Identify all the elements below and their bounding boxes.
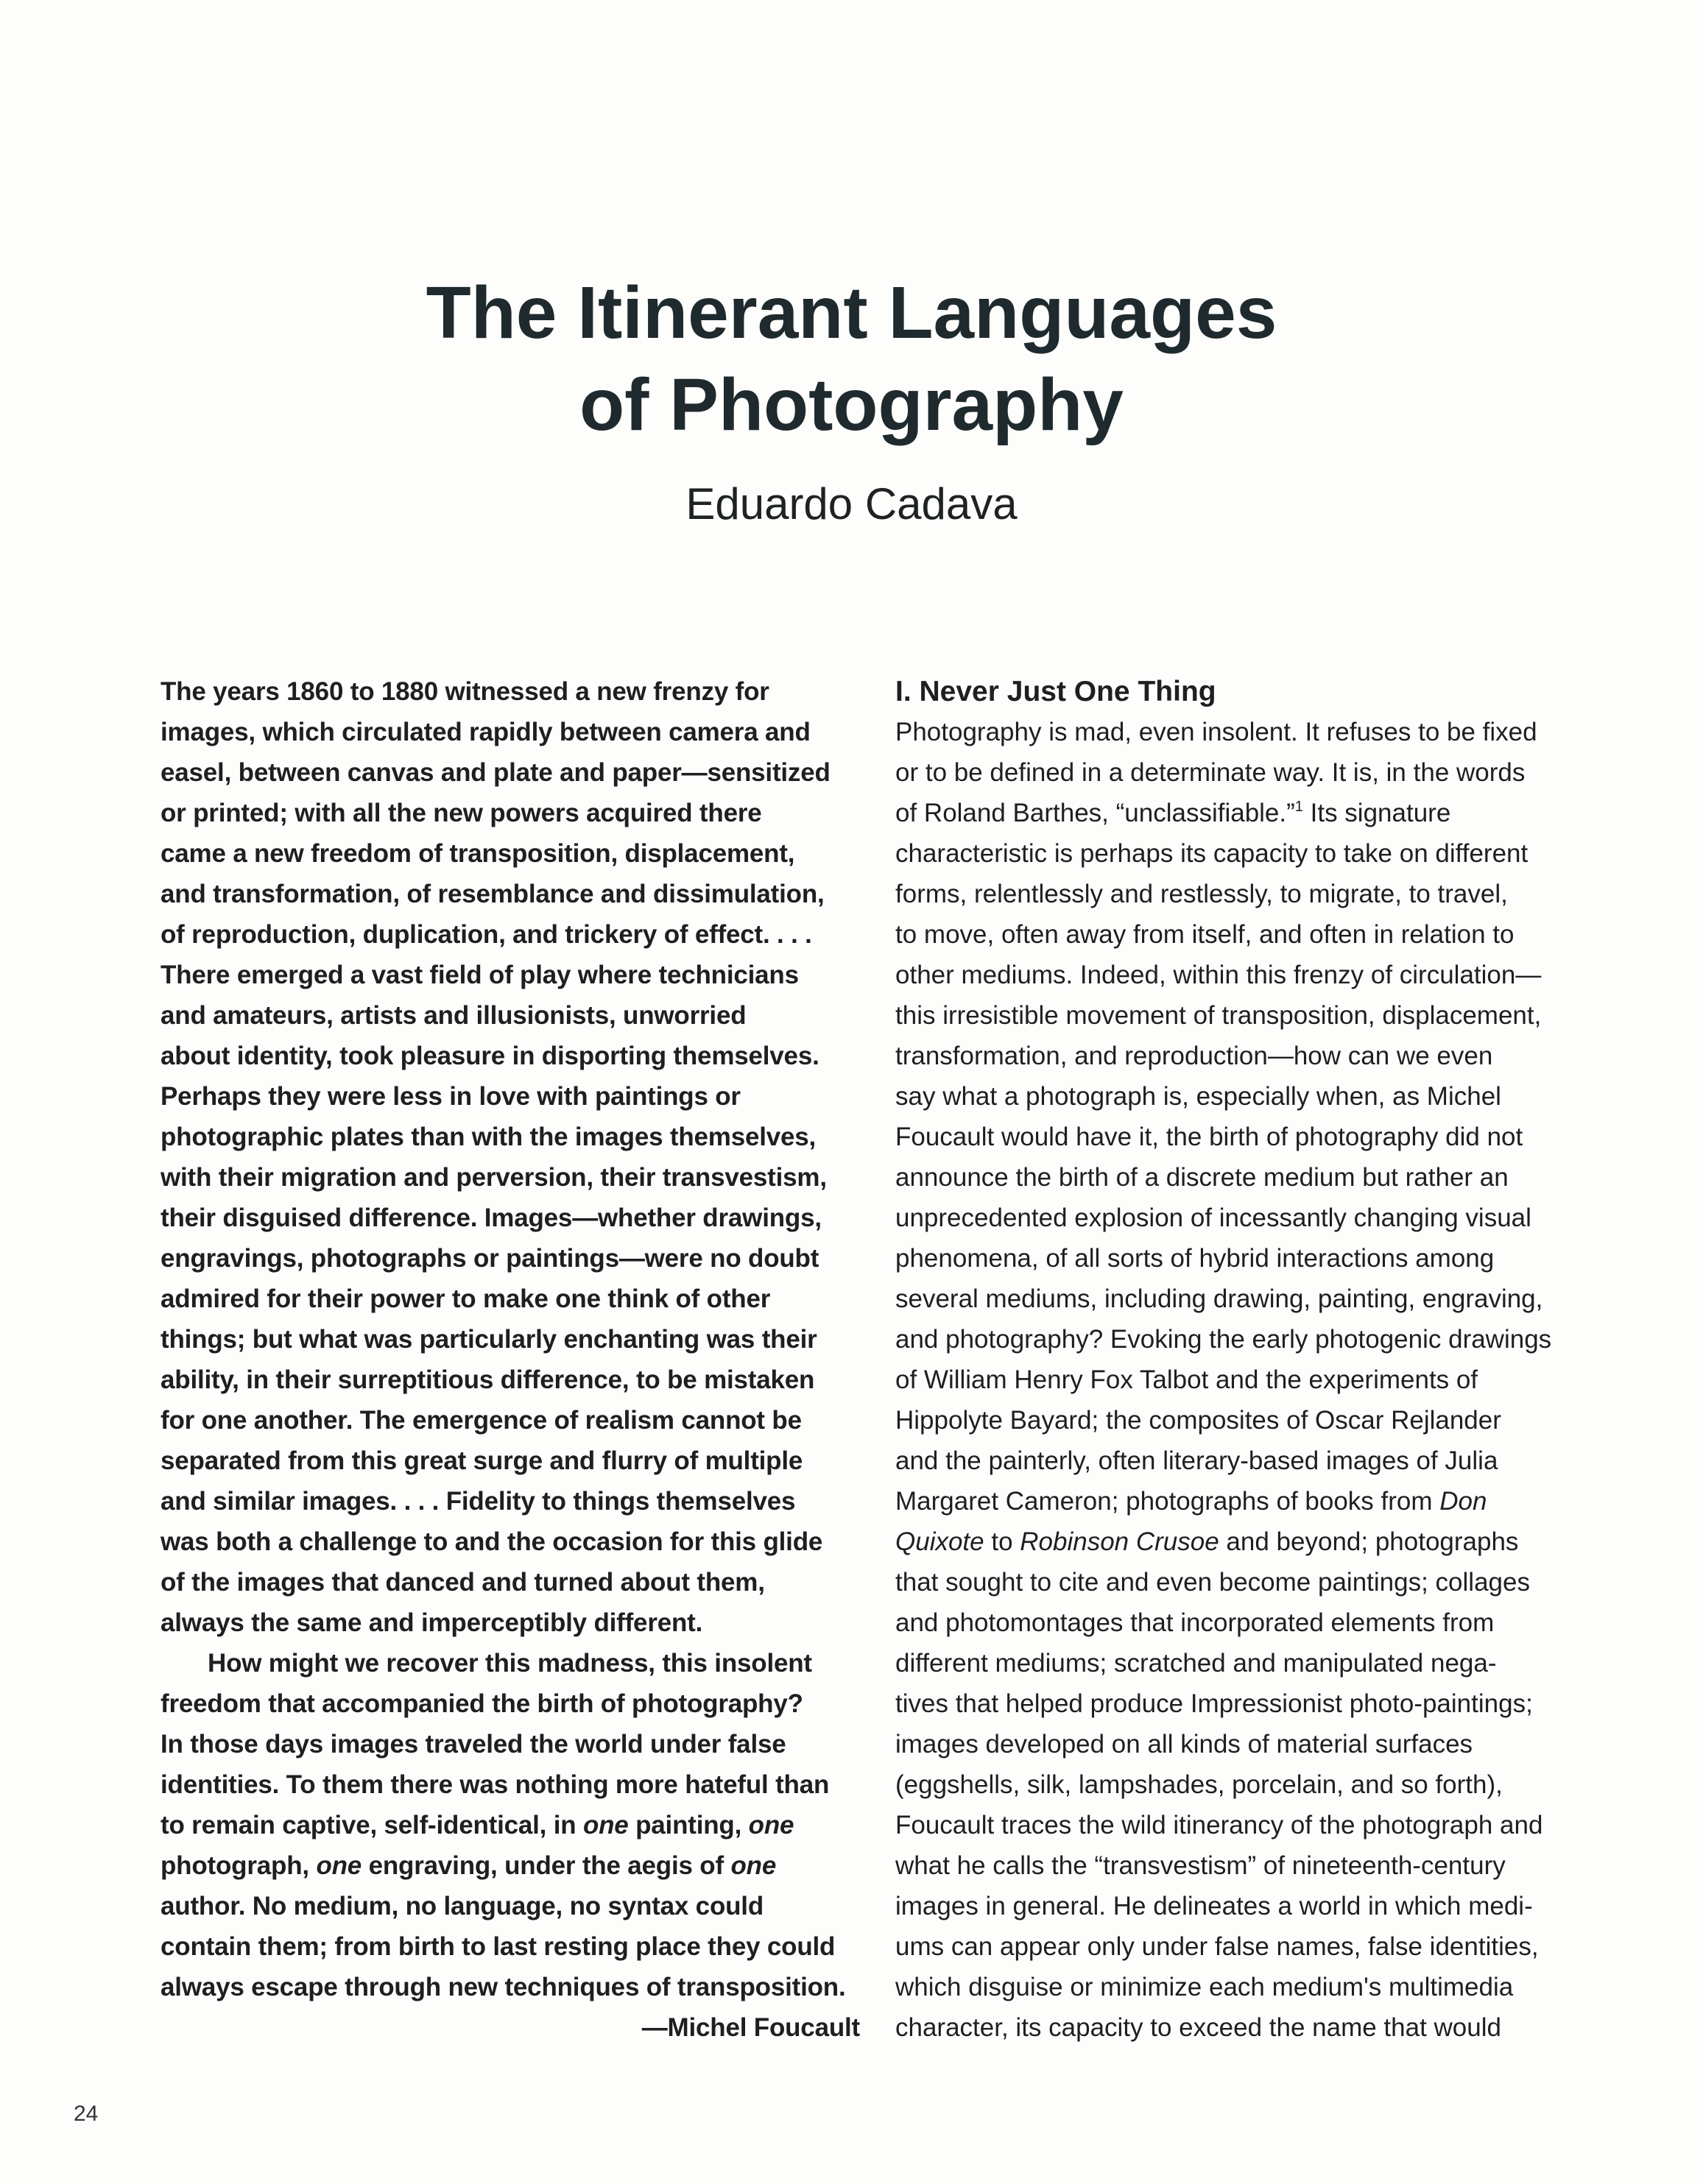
article-title-line-2: of Photography <box>579 364 1124 446</box>
text-line: and amateurs, artists and illusionists, unworried <box>161 1001 747 1030</box>
text-line: say what a photograph is, especially when, as Michel <box>895 1082 1501 1111</box>
text-line: things; but what was particularly enchanting was their <box>161 1325 817 1354</box>
text-line: for one another. The emergence of realism cannot be <box>161 1406 802 1435</box>
text-line: engravings, photographs or paintings—were no doubt <box>161 1244 819 1273</box>
text-line <box>895 1481 1602 1522</box>
text-line: images in general. He delineates a world in which medi- <box>895 1892 1533 1920</box>
text-segment: painting, <box>628 1811 749 1840</box>
text-line: their disguised difference. Images—whether drawings, <box>161 1204 822 1232</box>
text-line: tives that helped produce Impressionist photo-paintings; <box>895 1689 1533 1718</box>
text-line: freedom that accompanied the birth of photography? <box>161 1689 803 1718</box>
text-segment: of Roland Barthes, “unclassifiable.” <box>895 799 1295 827</box>
text-line <box>161 1643 860 1683</box>
text-line: of William Henry Fox Talbot and the experiments of <box>895 1365 1478 1394</box>
text-line: forms, relentlessly and restlessly, to migrate, to travel, <box>895 880 1508 908</box>
text-line: which disguise or minimize each medium's multimedia <box>895 1973 1514 2001</box>
text-segment: and beyond; photographs <box>1219 1527 1519 1556</box>
section-heading: I. Never Just One Thing <box>895 676 1216 707</box>
text-line: Perhaps they were less in love with paintings or <box>161 1082 741 1111</box>
text-line: or printed; with all the new powers acquired there <box>161 799 762 827</box>
text-line: easel, between canvas and plate and paper—sensitized <box>161 758 831 787</box>
section-body <box>895 671 1602 2048</box>
text-line: and photomontages that incorporated elements from <box>895 1608 1495 1637</box>
text-segment: Its signature <box>1302 799 1451 827</box>
text-line: phenomena, of all sorts of hybrid interactions among <box>895 1244 1495 1273</box>
text-segment: photograph, <box>161 1851 317 1880</box>
text-line: Foucault would have it, the birth of photography did not <box>895 1123 1523 1151</box>
author-name: Eduardo Cadava <box>685 479 1018 529</box>
text-line: several mediums, including drawing, painting, engraving, <box>895 1284 1543 1313</box>
text-line: was both a challenge to and the occasion for this glide <box>161 1527 823 1556</box>
text-line: always escape through new techniques of transposition. <box>161 1973 846 2001</box>
text-segment: to <box>984 1527 1020 1556</box>
text-line <box>161 1805 860 1845</box>
text-line: came a new freedom of transposition, displacement, <box>161 839 795 868</box>
text-line: transformation, and reproduction—how can we even <box>895 1042 1493 1070</box>
text-line: and the painterly, often literary-based images of Julia <box>895 1446 1498 1475</box>
italic-text: Robinson Crusoe <box>1020 1527 1219 1556</box>
italic-text: one <box>748 1811 794 1840</box>
text-line: In those days images traveled the world under false <box>161 1730 786 1759</box>
text-line: unprecedented explosion of incessantly changing visual <box>895 1204 1531 1232</box>
text-line: Photography is mad, even insolent. It refuses to be fixed <box>895 718 1537 746</box>
text-line: this irresistible movement of transposition, displacement, <box>895 1001 1542 1030</box>
text-line <box>895 1522 1602 1562</box>
text-line: author. No medium, no language, no syntax could <box>161 1892 764 1920</box>
text-line: or to be defined in a determinate way. It is, in the words <box>895 758 1526 787</box>
footnote-ref: 1 <box>1294 799 1303 815</box>
text-line: separated from this great surge and flurry of multiple <box>161 1446 803 1475</box>
text-segment: to remain captive, self-identical, in <box>161 1811 583 1840</box>
text-line: always the same and imperceptibly different. <box>161 1608 703 1637</box>
text-line: ability, in their surreptitious difference, to be mistaken <box>161 1365 815 1394</box>
text-line: and similar images. . . . Fidelity to things themselves <box>161 1487 796 1516</box>
text-line: and photography? Evoking the early photogenic drawings <box>895 1325 1552 1354</box>
epigraph <box>161 671 860 2048</box>
text-line: Foucault traces the wild itinerancy of the photograph and <box>895 1811 1543 1840</box>
text-line: characteristic is perhaps its capacity to take on different <box>895 839 1529 868</box>
text-line: of reproduction, duplication, and trickery of effect. . . . <box>161 920 812 949</box>
text-line: announce the birth of a discrete medium but rather an <box>895 1163 1509 1192</box>
text-line: to move, often away from itself, and often in relation to <box>895 920 1515 949</box>
text-line: other mediums. Indeed, within this frenzy of circulation— <box>895 961 1542 989</box>
text-line: contain them; from birth to last resting place they could <box>161 1932 836 1961</box>
page-number: 24 <box>74 2102 99 2126</box>
text-segment: engraving, under the aegis of <box>362 1851 731 1880</box>
epigraph-attribution: —Michel Foucault <box>641 2013 860 2042</box>
text-segment: Margaret Cameron; photographs of books from <box>895 1487 1440 1516</box>
text-line: character, its capacity to exceed the name that would <box>895 2013 1501 2042</box>
italic-text: Quixote <box>895 1527 984 1556</box>
text-line: There emerged a vast field of play where technicians <box>161 961 799 989</box>
text-line <box>895 793 1602 833</box>
text-line: images, which circulated rapidly between camera and <box>161 718 811 746</box>
text-line: what he calls the “transvestism” of nineteenth-century <box>895 1851 1506 1880</box>
text-line: The years 1860 to 1880 witnessed a new frenzy for <box>161 677 769 706</box>
text-segment: How might we recover this madness, this insolent <box>208 1649 812 1678</box>
text-line: photographic plates than with the images themselves, <box>161 1123 817 1151</box>
text-line: images developed on all kinds of material surfaces <box>895 1730 1473 1759</box>
text-line: about identity, took pleasure in disporting themselves. <box>161 1042 819 1070</box>
article-title-line-1: The Itinerant Languages <box>426 272 1277 354</box>
text-line: with their migration and perversion, their transvestism, <box>161 1163 827 1192</box>
text-line: identities. To them there was nothing more hateful than <box>161 1770 830 1799</box>
italic-text: one <box>582 1811 629 1840</box>
text-line: that sought to cite and even become paintings; collages <box>895 1568 1530 1597</box>
text-line: and transformation, of resemblance and dissimulation, <box>161 880 825 908</box>
text-line: ums can appear only under false names, false identities, <box>895 1932 1539 1961</box>
text-line: Hippolyte Bayard; the composites of Oscar Rejlander <box>895 1406 1501 1435</box>
text-line: admired for their power to make one think of other <box>161 1284 771 1313</box>
italic-text: one <box>316 1851 362 1880</box>
italic-text: one <box>730 1851 777 1880</box>
text-line: (eggshells, silk, lampshades, porcelain, and so forth), <box>895 1770 1503 1799</box>
italic-text: Don <box>1439 1487 1487 1516</box>
text-line <box>161 1845 860 1886</box>
text-line: of the images that danced and turned about them, <box>161 1568 765 1597</box>
text-line: different mediums; scratched and manipulated nega- <box>895 1649 1497 1678</box>
